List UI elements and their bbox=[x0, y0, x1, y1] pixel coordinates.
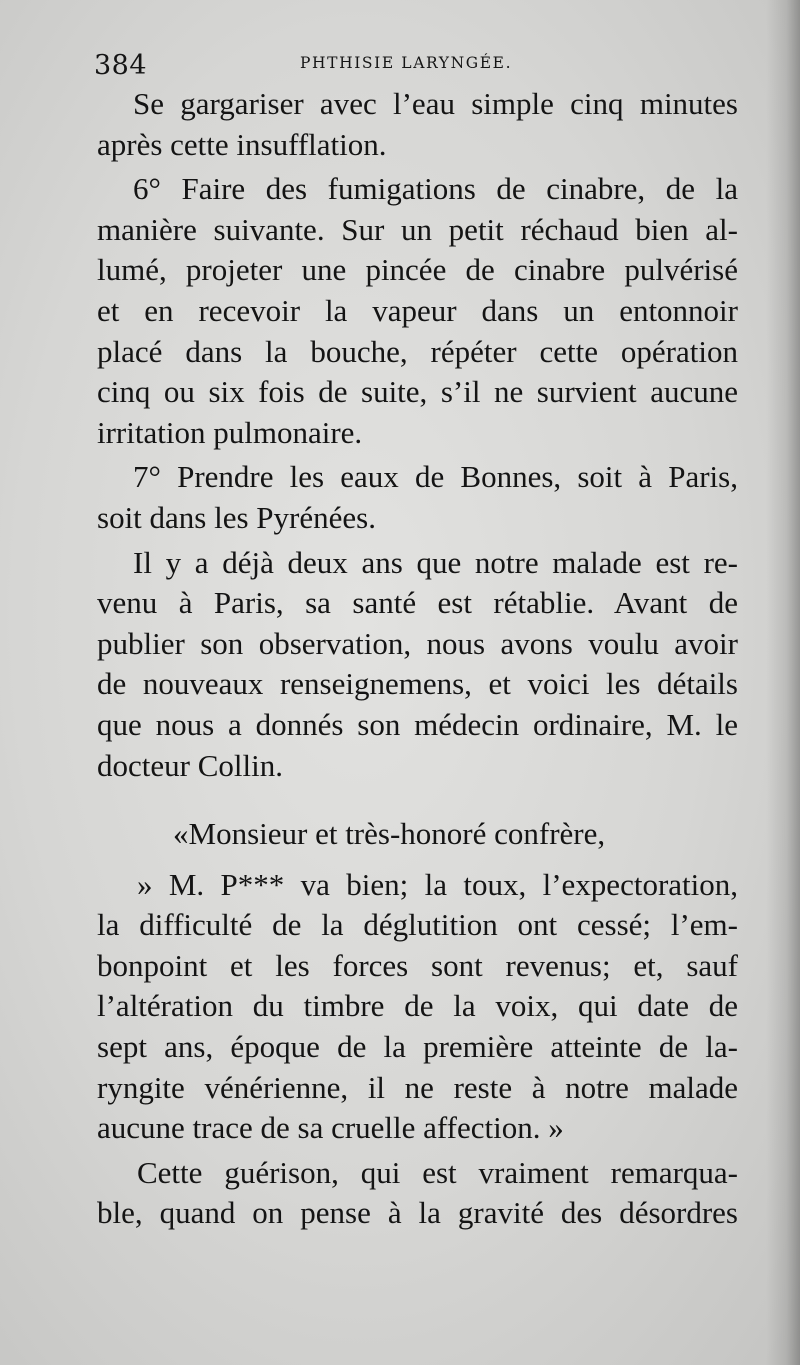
text-line: de nouveaux renseignemens, et voici les détails bbox=[97, 666, 738, 702]
text-line: manière suivante. Sur un petit réchaud bien al- bbox=[97, 211, 738, 247]
text-line: après cette insufflation. bbox=[97, 126, 387, 162]
text-line: irritation pulmonaire. bbox=[97, 414, 363, 450]
page-header bbox=[94, 44, 746, 84]
text-line: «Monsieur et très-honoré confrère, bbox=[173, 816, 606, 852]
text-line: Il y a déjà deux ans que notre malade est re- bbox=[133, 544, 738, 580]
text-line: » M. P*** va bien; la toux, l’expectoration, bbox=[137, 866, 738, 902]
text-line: Cette guérison, qui est vraiment remarqua- bbox=[137, 1154, 738, 1190]
text-line: publier son observation, nous avons voulu avoir bbox=[97, 625, 738, 661]
text-line: ryngite vénérienne, il ne reste à notre malade bbox=[97, 1069, 738, 1105]
text-line: 6° Faire des fumigations de cinabre, de la bbox=[133, 171, 738, 207]
text-line: l’altération du timbre de la voix, qui date de bbox=[97, 988, 738, 1024]
text-line: sept ans, époque de la première atteinte de la- bbox=[97, 1029, 738, 1065]
text-line: que nous a donnés son médecin ordinaire, M. le bbox=[97, 706, 738, 742]
letter-body bbox=[97, 865, 738, 1149]
text-line: placé dans la bouche, répéter cette opération bbox=[97, 333, 738, 369]
text-line: Se gargariser avec l’eau simple cinq minutes bbox=[133, 86, 738, 121]
text-line: et en recevoir la vapeur dans un entonnoir bbox=[97, 292, 738, 328]
text-line: venu à Paris, sa santé est rétablie. Avant de bbox=[97, 585, 738, 621]
running-title: PHTHISIE LARYNGÉE. bbox=[300, 54, 513, 72]
text-line: la difficulté de la déglutition ont cessé; l’em- bbox=[97, 907, 738, 943]
page-gutter-shadow bbox=[766, 0, 800, 1365]
text-line: ble, quand on pense à la gravité des désordres bbox=[97, 1195, 738, 1231]
text-line: bonpoint et les forces sont revenus; et, sauf bbox=[97, 947, 738, 983]
body-text bbox=[97, 84, 738, 1234]
text-line: soit dans les Pyrénées. bbox=[97, 499, 376, 535]
paragraph-guerison bbox=[97, 1153, 738, 1234]
text-line: cinq ou six fois de suite, s’il ne survient aucune bbox=[97, 374, 738, 410]
paragraph-eaux-bonnes bbox=[97, 457, 738, 538]
paragraph-fumigations bbox=[97, 169, 738, 453]
paragraph-gargle bbox=[97, 84, 738, 165]
text-line: lumé, projeter une pincée de cinabre pulvérisé bbox=[97, 252, 738, 288]
page-number: 384 bbox=[94, 50, 148, 81]
letter-salutation bbox=[97, 814, 738, 855]
paragraph-observation bbox=[97, 543, 738, 787]
text-line: aucune trace de sa cruelle affection. » bbox=[97, 1110, 564, 1146]
text-line: docteur Collin. bbox=[97, 747, 283, 783]
text-line: 7° Prendre les eaux de Bonnes, soit à Paris, bbox=[133, 459, 738, 495]
